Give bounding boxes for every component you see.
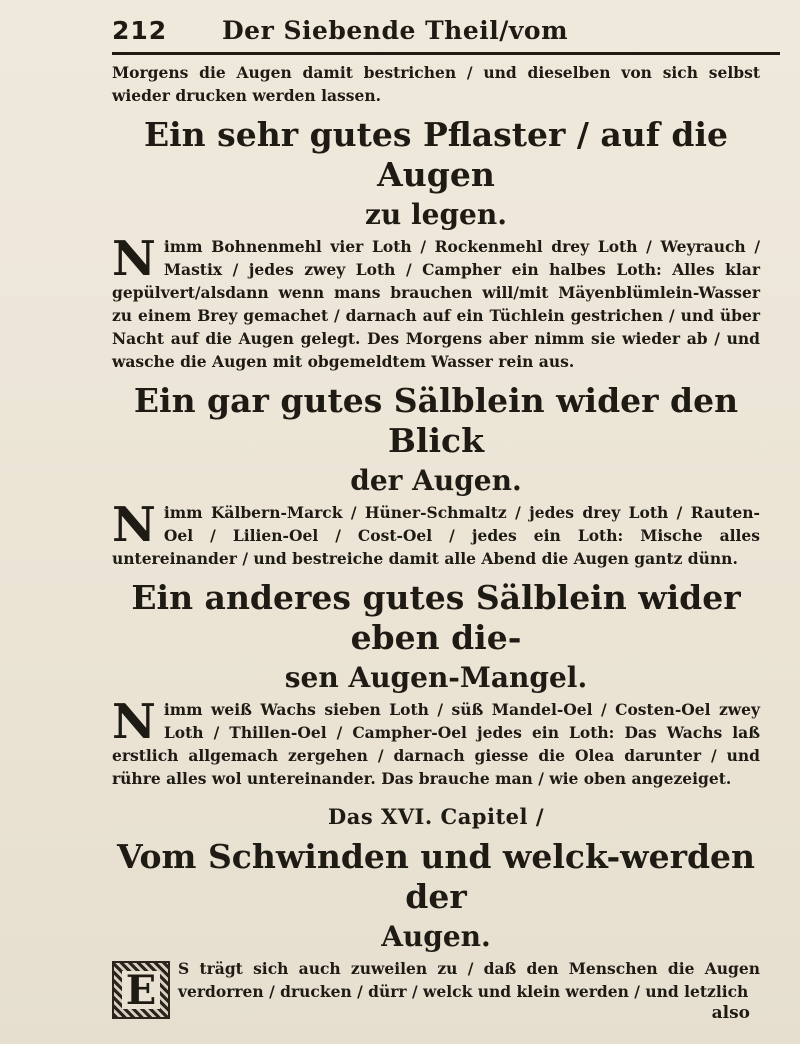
running-title: Der Siebende Theil/vom <box>222 16 569 45</box>
recipe-2 <box>112 381 760 570</box>
page-number: 212 <box>112 16 168 45</box>
recipe-text: imm weiß Wachs sieben Loth / süß Mandel-Oel / Costen-Oel zwey Loth / Thillen-Oel / Campher-Oel jedes ein Loth: Das Wachs laß erstlich allgemach zergehen / darnach giesse die Olea darunter / und rühre alles wol untereinander. Das brauche man / wie oben angezeiget. <box>112 700 760 788</box>
recipe-title-line2: der Augen. <box>350 464 522 497</box>
chapter-title <box>112 837 760 957</box>
recipe-body <box>112 231 760 373</box>
header-rule <box>112 52 780 55</box>
recipe-title <box>112 578 760 698</box>
drop-cap: N <box>112 497 156 553</box>
recipe-1 <box>112 115 760 373</box>
chapter-text: S trägt sich auch zuweilen zu / daß den Menschen die Augen verdorren / drucken / dürr / welck und klein werden / und letzlich <box>178 959 760 1001</box>
chapter-title-line2: Augen. <box>381 920 491 953</box>
recipe-body <box>112 497 760 570</box>
recipe-text: imm Bohnenmehl vier Loth / Rockenmehl drey Loth / Weyrauch / Mastix / jedes zwey Loth / Campher ein halbes Loth: Alles klar gepülvert/alsdann wenn mans brauchen will/mit Mäyenblümlein-Wasser zu einem Brey gemachet / darnach auf ein Tüchlein gestrichen / und über Nacht auf die Augen gelegt. Des Morgens aber nimm sie wieder ab / und wasche die Augen mit obgemeldtem Wasser rein aus. <box>112 237 760 371</box>
drop-cap: N <box>112 231 156 287</box>
page-header <box>112 16 760 50</box>
recipe-title <box>112 381 760 501</box>
chapter-title-line1: Vom Schwinden und welck-werden der <box>116 837 756 916</box>
ornamental-initial <box>112 961 170 1019</box>
chapter-label: Das XVI. Capitel / <box>328 804 544 829</box>
recipe-3 <box>112 578 760 790</box>
recipe-title-line1: Ein gar gutes Sälblein wider den Blick <box>133 381 739 460</box>
recipe-title-line1: Ein sehr gutes Pflaster / auf die Augen <box>143 115 729 194</box>
recipe-title-line2: sen Augen-Mangel. <box>284 661 588 694</box>
catchword: also <box>711 1003 750 1023</box>
recipe-body <box>112 694 760 790</box>
recipe-text: imm Kälbern-Marck / Hüner-Schmaltz / jedes drey Loth / Rauten-Oel / Lilien-Oel / Cost-Oel / jedes ein Loth: Mische alles untereinander / und bestreiche damit alle Abend die Augen gantz dünn. <box>112 503 760 568</box>
recipe-title-line2: zu legen. <box>365 198 507 231</box>
drop-cap: N <box>112 694 156 750</box>
initial-letter: E <box>122 971 160 1009</box>
recipe-title-line1: Ein anderes gutes Sälblein wider eben die- <box>131 578 741 657</box>
intro-paragraph: Morgens die Augen damit bestrichen / und dieselben von sich selbst wieder drucken werden lassen. <box>112 63 760 105</box>
recipe-title <box>112 115 760 235</box>
